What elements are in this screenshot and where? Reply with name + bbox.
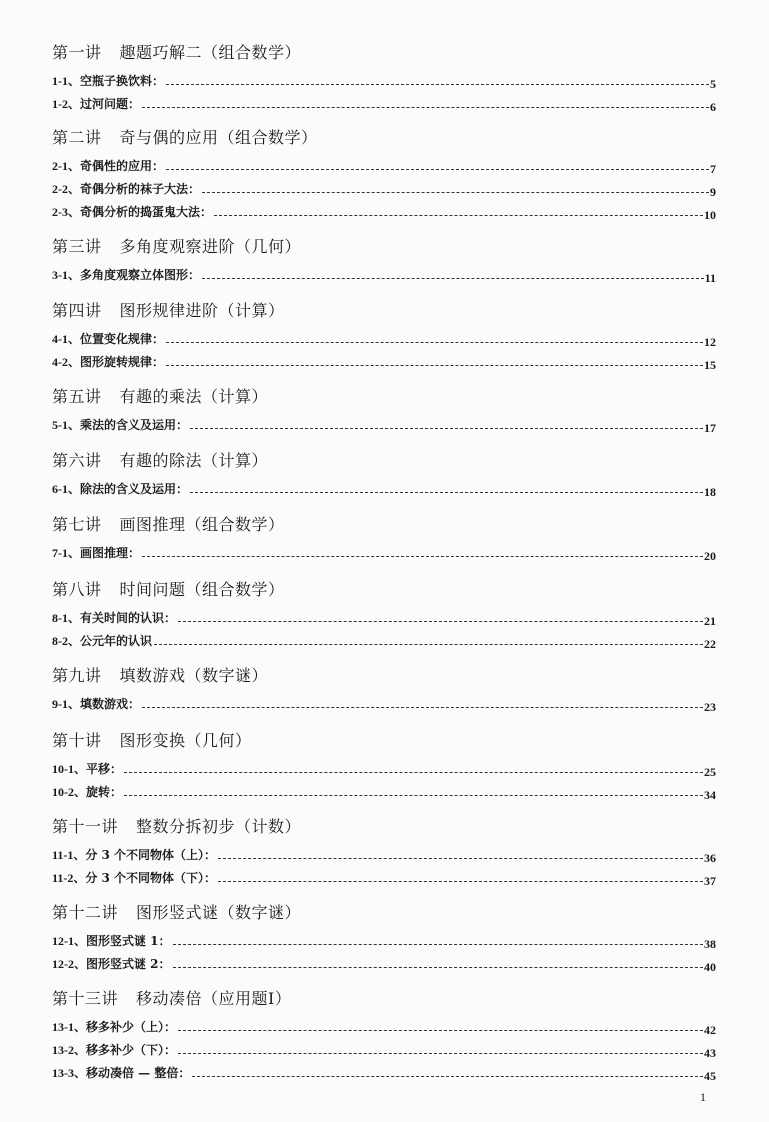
section-heading xyxy=(52,579,716,601)
entry-title: 、空瓶子换饮料： xyxy=(68,74,165,88)
toc-section xyxy=(52,300,716,370)
dot-leader xyxy=(218,858,703,859)
entry-code: 7-1 xyxy=(52,546,68,560)
dot-leader xyxy=(202,278,704,279)
entry-code: 2-2 xyxy=(52,182,68,196)
toc-entry[interactable] xyxy=(52,324,716,347)
toc-section xyxy=(52,730,716,800)
dot-leader xyxy=(173,944,703,945)
entry-title: 、位置变化规律： xyxy=(68,332,165,346)
toc-entry[interactable] xyxy=(52,260,716,283)
entry-page-number: 23 xyxy=(704,700,716,714)
entry-page-number: 36 xyxy=(704,851,716,865)
entry-page-number: 43 xyxy=(704,1046,716,1060)
lecture-title: 移动凑倍（应用题Ⅰ） xyxy=(136,989,292,1008)
toc-entry[interactable] xyxy=(52,1012,716,1035)
lecture-title: 时间问题（组合数学） xyxy=(119,580,285,599)
toc-entry[interactable] xyxy=(52,949,716,972)
toc-entry[interactable] xyxy=(52,66,716,89)
entry-code: 5-1 xyxy=(52,418,68,432)
entry-page-number: 42 xyxy=(704,1023,716,1037)
lecture-number: 第十二讲 xyxy=(52,903,119,922)
entry-page-number: 38 xyxy=(704,937,716,951)
entry-code: 3-1 xyxy=(52,268,68,282)
toc-entry[interactable] xyxy=(52,174,716,197)
lecture-number: 第七讲 xyxy=(52,515,102,534)
section-heading xyxy=(52,988,716,1010)
entry-title: 、多角度观察立体图形： xyxy=(68,268,201,282)
dot-leader xyxy=(166,365,703,366)
page-number: 1 xyxy=(700,1090,706,1104)
entry-code: 2-1 xyxy=(52,159,68,173)
entry-title: 、有关时间的认识： xyxy=(68,611,177,625)
entry-page-number: 15 xyxy=(704,358,716,372)
lecture-title: 有趣的除法（计算） xyxy=(119,451,269,470)
toc-entry[interactable] xyxy=(52,89,716,112)
toc-entry[interactable] xyxy=(52,474,716,497)
entry-code: 10-2 xyxy=(52,785,74,799)
entry-code: 8-2 xyxy=(52,634,68,648)
entry-code: 8-1 xyxy=(52,611,68,625)
entry-code: 11-1 xyxy=(52,848,74,862)
entry-code: 10-1 xyxy=(52,762,74,776)
entry-page-number: 40 xyxy=(704,960,716,974)
dot-leader xyxy=(173,967,703,968)
toc-section xyxy=(52,988,716,1081)
lecture-number: 第五讲 xyxy=(52,387,102,406)
entry-page-number: 6 xyxy=(710,100,716,114)
dot-leader xyxy=(214,215,703,216)
entry-code: 4-1 xyxy=(52,332,68,346)
dot-leader xyxy=(192,1076,703,1077)
dot-leader xyxy=(178,1053,703,1054)
dot-leader xyxy=(166,84,709,85)
entry-code: 11-2 xyxy=(52,871,74,885)
entry-code: 12-1 xyxy=(52,934,74,948)
toc-section xyxy=(52,902,716,972)
toc-entry[interactable] xyxy=(52,538,716,561)
section-heading xyxy=(52,730,716,752)
entry-title: 、过河问题： xyxy=(68,97,141,111)
toc-section xyxy=(52,514,716,561)
section-heading xyxy=(52,300,716,322)
entry-page-number: 12 xyxy=(704,335,716,349)
toc-entry[interactable] xyxy=(52,410,716,433)
lecture-title: 填数游戏（数字谜） xyxy=(119,666,269,685)
toc-entry[interactable] xyxy=(52,689,716,712)
entry-code: 6-1 xyxy=(52,482,68,496)
lecture-number: 第九讲 xyxy=(52,666,102,685)
entry-title: 、旋转： xyxy=(74,785,123,799)
lecture-number: 第十三讲 xyxy=(52,989,119,1008)
dot-leader xyxy=(166,342,703,343)
entry-title: 、图形旋转规律： xyxy=(68,355,165,369)
lecture-number: 第三讲 xyxy=(52,237,102,256)
toc-section xyxy=(52,127,716,220)
lecture-number: 第十讲 xyxy=(52,731,102,750)
toc-entry[interactable] xyxy=(52,626,716,649)
toc-entry[interactable] xyxy=(52,1058,716,1081)
toc-section xyxy=(52,42,716,112)
entry-title: 、移动凑倍 — 整倍： xyxy=(74,1066,191,1080)
dot-leader xyxy=(202,192,709,193)
toc-entry[interactable] xyxy=(52,926,716,949)
entry-title: 、乘法的含义及运用： xyxy=(68,418,189,432)
dot-leader xyxy=(142,107,709,108)
toc-entry[interactable] xyxy=(52,1035,716,1058)
entry-page-number: 10 xyxy=(704,208,716,222)
toc-entry[interactable] xyxy=(52,197,716,220)
entry-code: 12-2 xyxy=(52,957,74,971)
dot-leader xyxy=(166,169,709,170)
entry-page-number: 37 xyxy=(704,874,716,888)
lecture-number: 第四讲 xyxy=(52,301,102,320)
toc-entry[interactable] xyxy=(52,777,716,800)
lecture-number: 第八讲 xyxy=(52,580,102,599)
lecture-title: 图形竖式谜（数字谜） xyxy=(136,903,302,922)
entry-page-number: 7 xyxy=(710,162,716,176)
lecture-title: 趣题巧解二（组合数学） xyxy=(119,43,302,62)
dot-leader xyxy=(218,881,703,882)
section-heading xyxy=(52,236,716,258)
section-heading xyxy=(52,127,716,149)
toc-entry[interactable] xyxy=(52,754,716,777)
entry-title: 、公元年的认识 xyxy=(68,634,153,648)
toc-section xyxy=(52,386,716,433)
entry-title: 、分 3 个不同物体（上）： xyxy=(73,848,217,862)
lecture-number: 第十一讲 xyxy=(52,817,119,836)
toc-entry[interactable] xyxy=(52,840,716,863)
section-heading xyxy=(52,665,716,687)
dot-leader xyxy=(142,707,703,708)
lecture-title: 整数分拆初步（计数） xyxy=(136,817,302,836)
entry-code: 4-2 xyxy=(52,355,68,369)
entry-code: 13-3 xyxy=(52,1066,74,1080)
toc-section xyxy=(52,816,716,886)
lecture-title: 图形变换（几何） xyxy=(119,731,252,750)
lecture-number: 第一讲 xyxy=(52,43,102,62)
lecture-title: 图形规律进阶（计算） xyxy=(119,301,285,320)
toc-entry[interactable] xyxy=(52,151,716,174)
toc-entry[interactable] xyxy=(52,347,716,370)
lecture-number: 第六讲 xyxy=(52,451,102,470)
entry-title: 、移多补少（下）： xyxy=(74,1043,177,1057)
entry-title: 、图形竖式谜 2： xyxy=(74,957,171,971)
entry-title: 、填数游戏： xyxy=(68,697,141,711)
entry-code: 13-1 xyxy=(52,1020,74,1034)
section-heading xyxy=(52,816,716,838)
dot-leader xyxy=(190,428,703,429)
entry-page-number: 11 xyxy=(704,271,716,285)
lecture-number: 第二讲 xyxy=(52,128,102,147)
lecture-title: 多角度观察进阶（几何） xyxy=(119,237,302,256)
toc-section xyxy=(52,579,716,649)
entry-code: 13-2 xyxy=(52,1043,74,1057)
entry-title: 、除法的含义及运用： xyxy=(68,482,189,496)
entry-title: 、图形竖式谜 1： xyxy=(74,934,171,948)
section-heading xyxy=(52,42,716,64)
dot-leader xyxy=(124,772,703,773)
dot-leader xyxy=(178,1030,703,1031)
entry-title: 、分 3 个不同物体（下）： xyxy=(73,871,217,885)
entry-page-number: 22 xyxy=(704,637,716,651)
entry-page-number: 17 xyxy=(704,421,716,435)
toc-entry[interactable] xyxy=(52,603,716,626)
lecture-title: 画图推理（组合数学） xyxy=(119,515,285,534)
entry-title: 、奇偶性的应用： xyxy=(68,159,165,173)
dot-leader xyxy=(190,492,703,493)
toc-section xyxy=(52,665,716,712)
entry-code: 2-3 xyxy=(52,205,68,219)
entry-page-number: 45 xyxy=(704,1069,716,1083)
entry-page-number: 20 xyxy=(704,549,716,563)
section-heading xyxy=(52,386,716,408)
entry-title: 、移多补少（上）： xyxy=(74,1020,177,1034)
entry-page-number: 34 xyxy=(704,788,716,802)
entry-page-number: 18 xyxy=(704,485,716,499)
dot-leader xyxy=(142,556,703,557)
toc-entry[interactable] xyxy=(52,863,716,886)
section-heading xyxy=(52,514,716,536)
entry-page-number: 21 xyxy=(704,614,716,628)
dot-leader xyxy=(178,621,703,622)
dot-leader xyxy=(124,795,703,796)
section-heading xyxy=(52,450,716,472)
entry-page-number: 25 xyxy=(704,765,716,779)
entry-title: 、平移： xyxy=(74,762,123,776)
entry-page-number: 9 xyxy=(710,185,716,199)
toc-section xyxy=(52,450,716,497)
toc-section xyxy=(52,236,716,283)
dot-leader xyxy=(154,644,703,645)
entry-code: 9-1 xyxy=(52,697,68,711)
entry-title: 、奇偶分析的捣蛋鬼大法： xyxy=(68,205,213,219)
entry-code: 1-1 xyxy=(52,74,68,88)
section-heading xyxy=(52,902,716,924)
entry-page-number: 5 xyxy=(710,77,716,91)
lecture-title: 奇与偶的应用（组合数学） xyxy=(119,128,318,147)
entry-code: 1-2 xyxy=(52,97,68,111)
entry-title: 、画图推理： xyxy=(68,546,141,560)
lecture-title: 有趣的乘法（计算） xyxy=(119,387,269,406)
entry-title: 、奇偶分析的袜子大法： xyxy=(68,182,201,196)
